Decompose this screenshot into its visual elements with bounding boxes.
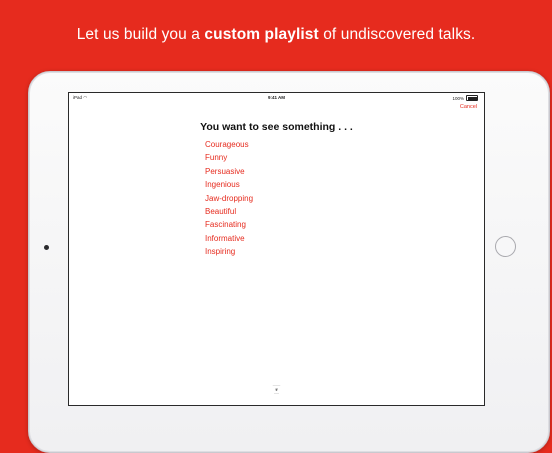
option-courageous[interactable]: Courageous xyxy=(205,140,249,149)
option-list xyxy=(205,138,253,259)
battery-icon xyxy=(466,95,478,101)
option-funny[interactable]: Funny xyxy=(205,153,228,163)
battery-status xyxy=(452,95,478,101)
carrier-text: iPad xyxy=(73,95,83,100)
wifi-icon: ◠ xyxy=(83,95,88,100)
headline-prefix: Let us build you a xyxy=(76,26,200,43)
option-jaw-dropping[interactable]: Jaw-dropping xyxy=(205,193,254,203)
option-persuasive[interactable]: Persuasive xyxy=(205,166,245,176)
option-ingenious[interactable]: Ingenious xyxy=(205,180,240,190)
option-fascinating[interactable]: Fascinating xyxy=(205,220,246,230)
home-button[interactable] xyxy=(495,236,516,257)
option-informative[interactable]: Informative xyxy=(205,233,245,243)
headline-emphasis: custom playlist xyxy=(204,26,319,43)
cancel-button[interactable]: Cancel xyxy=(459,104,477,110)
footer-logo xyxy=(69,384,484,396)
option-beautiful[interactable]: Beautiful xyxy=(205,206,237,216)
option-inspiring[interactable]: Inspiring xyxy=(205,247,236,257)
page-title: You want to see something . . . xyxy=(200,121,353,133)
battery-percent: 100% xyxy=(452,95,464,101)
camera-icon xyxy=(44,245,49,250)
logo-mark-icon: ❦ xyxy=(274,387,279,392)
status-bar xyxy=(69,93,484,103)
footer-line: ——— xyxy=(272,384,281,387)
footer-line-2: —— xyxy=(274,392,279,395)
status-time: 9:41 AM xyxy=(267,95,286,100)
headline-suffix: of undiscovered talks. xyxy=(323,26,476,43)
app-screen xyxy=(68,92,485,406)
promo-headline xyxy=(0,26,552,44)
